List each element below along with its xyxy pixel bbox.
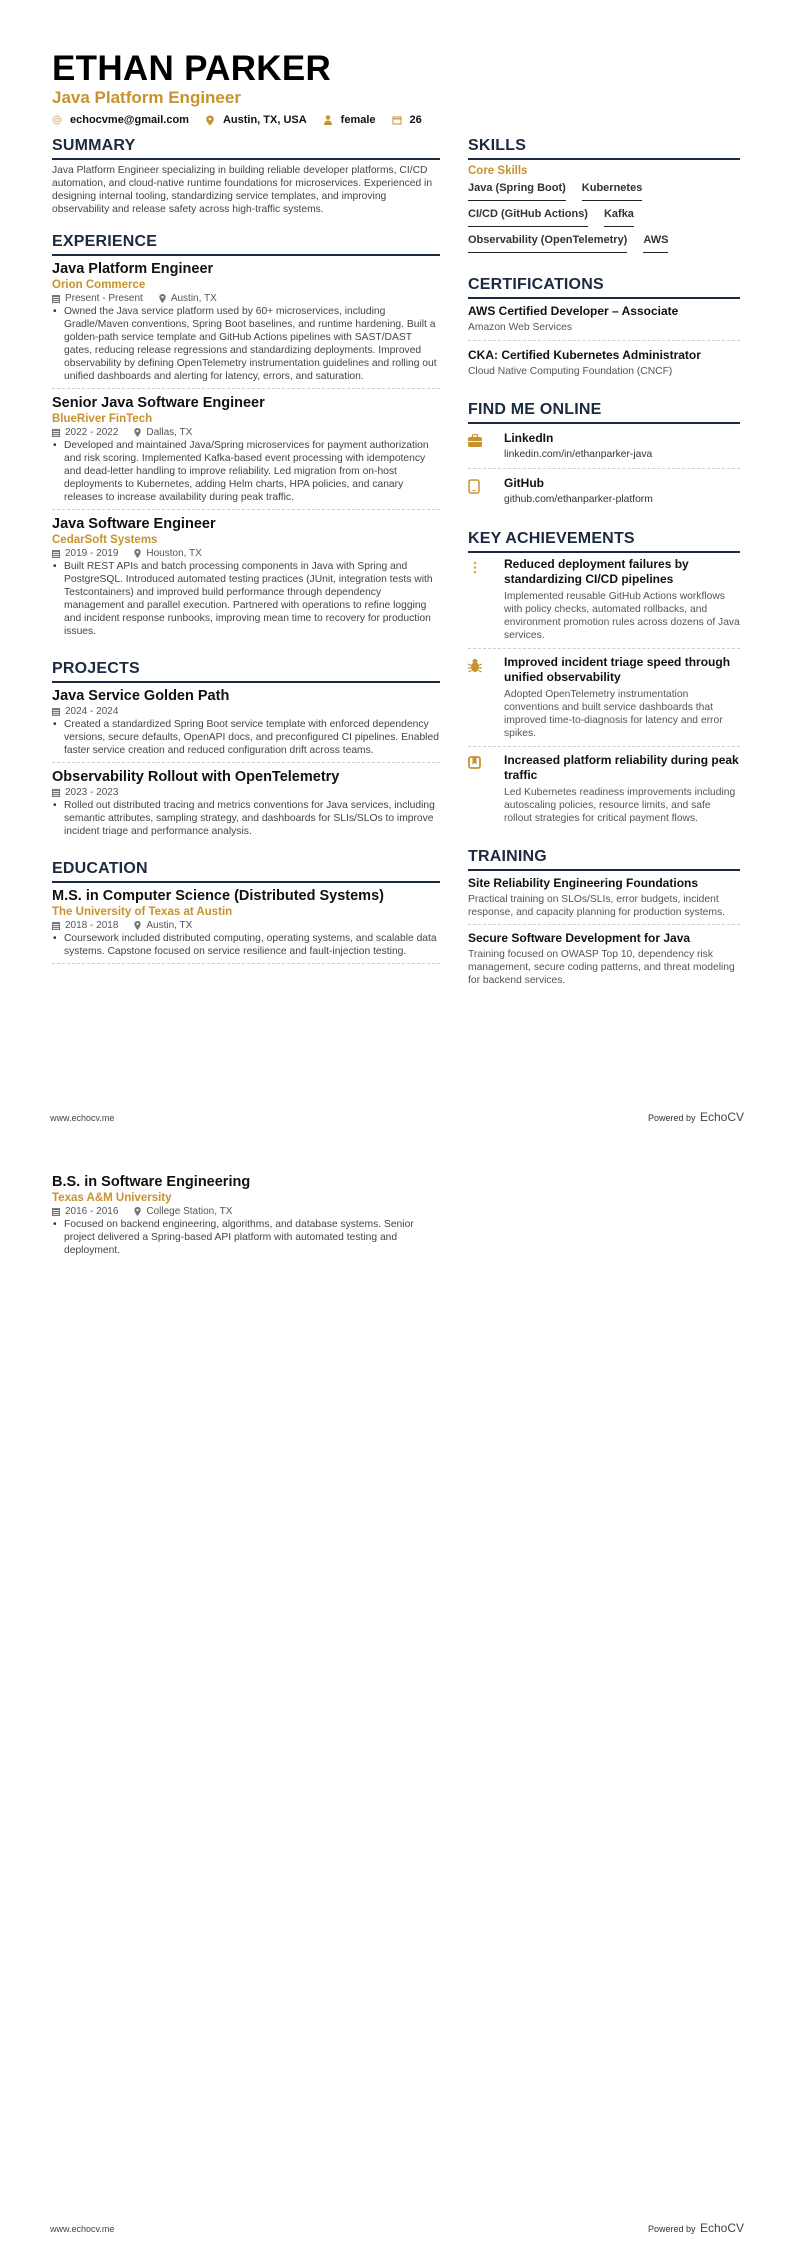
skills-section <box>468 136 740 259</box>
resume-header <box>52 50 752 126</box>
bug-icon <box>468 655 504 740</box>
project-dates: 2024 - 2024 <box>65 706 119 717</box>
bullet-item: • Built REST APIs and batch processing components in Java with Spring and PostgreSQL. Introduced automated testing practices (JUnit, integration tests with Testcontainers) and improved build performance through dependency management and parallel execution. Partnered with operations to refine logging and incident response runbooks, improving mean time to recovery for production issues. <box>52 560 440 638</box>
achievement-title: Improved incident triage speed through unified observability <box>504 655 731 684</box>
company-name: BlueRiver FinTech <box>52 413 153 425</box>
resume-page-2 <box>0 1123 794 2246</box>
skills-subheading: Core Skills <box>468 165 528 177</box>
training-section <box>468 847 740 992</box>
education-location: Austin, TX <box>146 920 193 931</box>
calendar-icon <box>52 788 60 797</box>
at-sign-icon <box>52 115 62 125</box>
training-title: Secure Software Development for Java <box>468 931 691 945</box>
education-dates: 2016 - 2016 <box>65 1206 119 1217</box>
job-meta <box>52 547 440 560</box>
job-title: Senior Java Software Engineer <box>52 395 265 411</box>
skill-tag: AWS <box>643 233 668 253</box>
certification-name: CKA: Certified Kubernetes Administrator <box>468 348 701 362</box>
experience-section <box>52 232 440 643</box>
map-pin-icon <box>159 294 166 303</box>
summary-heading: SUMMARY <box>52 136 440 160</box>
candidate-role: Java Platform Engineer <box>52 88 241 107</box>
job-location: Austin, TX <box>170 293 217 304</box>
job-title: Java Software Engineer <box>52 516 216 532</box>
calendar-icon <box>52 707 60 716</box>
job-dates: Present - Present <box>65 293 143 304</box>
summary-section <box>52 136 440 216</box>
experience-entry <box>52 515 440 643</box>
job-bullets <box>52 305 440 383</box>
achievement-description: Led Kubernetes readiness improvements including autoscaling policies, resource limits, and safe rollout strategies for critical payment flows. <box>504 787 736 824</box>
map-pin-icon <box>134 549 141 558</box>
vertical-dots-icon <box>468 557 504 642</box>
training-heading: TRAINING <box>468 847 740 871</box>
education-entry <box>52 1173 440 1262</box>
brand-name[interactable]: EchoCV <box>699 1110 744 1124</box>
education-location: College Station, TX <box>146 1206 233 1217</box>
education-bullets <box>52 1218 440 1257</box>
skill-tag: Java (Spring Boot) <box>468 181 566 201</box>
contact-location <box>205 114 307 126</box>
left-column-continued <box>52 1173 440 1267</box>
skill-tag: Kafka <box>604 207 634 227</box>
bullet-item: • Rolled out distributed tracing and metrics conventions for Java services, including semantic attributes, sampling strategy, and dashboards for SLIs/SLOs to improve incident triage and performance analysis. <box>52 799 440 838</box>
degree-title: M.S. in Computer Science (Distributed Systems) <box>52 888 384 904</box>
certification-name: AWS Certified Developer – Associate <box>468 304 679 318</box>
skill-tag: Kubernetes <box>582 181 643 201</box>
find-me-online-section <box>468 400 740 513</box>
right-column <box>468 136 740 1008</box>
map-pin-icon <box>134 921 141 930</box>
education-bullets <box>52 932 440 958</box>
key-achievements-section <box>468 529 740 831</box>
training-entry <box>468 875 740 925</box>
project-meta <box>52 786 440 799</box>
map-pin-icon <box>134 1207 141 1216</box>
gender-text: female <box>340 114 376 126</box>
job-meta <box>52 292 440 305</box>
education-section <box>52 859 440 964</box>
training-description: Practical training on SLOs/SLIs, error budgets, incident response, and capacity planning for production systems. <box>468 894 725 918</box>
online-link-github[interactable] <box>468 473 740 513</box>
skill-tag: Observability (OpenTelemetry) <box>468 233 627 253</box>
job-bullets <box>52 560 440 638</box>
experience-entry <box>52 394 440 510</box>
project-bullets <box>52 718 440 757</box>
project-title: Java Service Golden Path <box>52 688 230 704</box>
job-location: Dallas, TX <box>146 427 193 438</box>
bullet-item: • Focused on backend engineering, algorithms, and database systems. Senior project delivered a Spring-based API platform with automated testing and deployment. <box>52 1218 440 1257</box>
projects-section <box>52 659 440 843</box>
certification-issuer: Cloud Native Computing Foundation (CNCF) <box>468 366 673 377</box>
project-bullets <box>52 799 440 838</box>
link-url[interactable]: github.com/ethanparker-platform <box>504 494 653 505</box>
achievement-entry <box>468 655 740 747</box>
calendar-icon <box>52 549 60 558</box>
job-meta <box>52 426 440 439</box>
education-meta <box>52 919 440 932</box>
find-me-online-heading: FIND ME ONLINE <box>468 400 740 424</box>
project-title: Observability Rollout with OpenTelemetry <box>52 769 340 785</box>
company-name: Orion Commerce <box>52 279 146 291</box>
footer-site-link[interactable]: www.echocv.me <box>50 2224 115 2234</box>
online-link-linkedin[interactable] <box>468 428 740 469</box>
company-name: CedarSoft Systems <box>52 534 158 546</box>
link-label: LinkedIn <box>504 431 554 445</box>
link-label: GitHub <box>504 476 544 490</box>
age-text: 26 <box>409 114 422 126</box>
certifications-section <box>468 275 740 384</box>
bookmark-icon <box>468 753 504 825</box>
training-title: Site Reliability Engineering Foundations <box>468 876 699 890</box>
certification-entry <box>468 347 740 384</box>
training-entry <box>468 930 740 992</box>
key-achievements-heading: KEY ACHIEVEMENTS <box>468 529 740 553</box>
job-dates: 2022 - 2022 <box>65 427 119 438</box>
tablet-icon <box>468 475 504 507</box>
project-entry <box>52 768 440 843</box>
map-pin-icon <box>205 115 215 125</box>
certification-entry <box>468 303 740 341</box>
achievement-title: Increased platform reliability during peak traffic <box>504 753 739 782</box>
experience-entry <box>52 260 440 389</box>
footer-site-link[interactable]: www.echocv.me <box>50 1113 115 1123</box>
education-heading: EDUCATION <box>52 859 440 883</box>
calendar-icon <box>52 428 60 437</box>
skill-tag: CI/CD (GitHub Actions) <box>468 207 588 227</box>
achievement-title: Reduced deployment failures by standardizing CI/CD pipelines <box>504 557 689 586</box>
achievement-entry <box>468 753 740 831</box>
achievement-entry <box>468 557 740 649</box>
brand-name[interactable]: EchoCV <box>699 2221 744 2235</box>
bullet-item: • Created a standardized Spring Boot service template with enforced dependency versions, secure defaults, OpenAPI docs, and preconfigured CI pipelines. Enabled faster service creation and reduced configuration drift across teams. <box>52 718 440 757</box>
left-column <box>52 136 440 980</box>
candidate-name: ETHAN PARKER <box>52 49 332 88</box>
bullet-item: • Developed and maintained Java/Spring microservices for payment authorization and risk scoring. Implemented Kafka-based event processing with idempotency and dead-letter handling to improve reliability. Led migration from on-host deployments to Kubernetes, adding Helm charts, HPA policies, and canary releases to increase availability during peak traffic. <box>52 439 440 504</box>
contact-gender <box>323 114 376 126</box>
certifications-heading: CERTIFICATIONS <box>468 275 740 299</box>
skill-list <box>468 181 740 259</box>
location-text: Austin, TX, USA <box>222 114 307 126</box>
education-dates: 2018 - 2018 <box>65 920 119 931</box>
job-title: Java Platform Engineer <box>52 261 214 277</box>
powered-by-text: Powered by <box>647 1113 696 1123</box>
contact-email[interactable] <box>52 114 189 126</box>
person-icon <box>323 115 333 125</box>
education-entry <box>52 887 440 964</box>
project-dates: 2023 - 2023 <box>65 787 119 798</box>
contact-age <box>392 114 422 126</box>
school-name: The University of Texas at Austin <box>52 906 233 918</box>
training-description: Training focused on OWASP Top 10, dependency risk management, secure coding patterns, and threat modeling for backend services. <box>468 949 735 986</box>
contact-bar <box>52 114 752 126</box>
degree-title: B.S. in Software Engineering <box>52 1174 251 1190</box>
education-meta <box>52 1205 440 1218</box>
powered-by-text: Powered by <box>647 2224 696 2234</box>
school-name: Texas A&M University <box>52 1192 172 1204</box>
bullet-item: • Owned the Java service platform used by 60+ microservices, including Gradle/Maven conventions, Spring Boot baselines, and runtime hardening. Built a golden-path service template and GitHub Actions pipelines with SAST/DAST gates, reducing release regressions and standardizing deployments. Improved observability by defining OpenTelemetry instrumentation guidelines and rolling out unified dashboards and alerting for latency, errors, and saturation. <box>52 305 440 383</box>
link-url[interactable]: linkedin.com/in/ethanparker-java <box>504 449 653 460</box>
briefcase-icon <box>468 430 504 462</box>
calendar-icon <box>52 294 60 303</box>
calendar-icon <box>392 115 402 125</box>
calendar-icon <box>52 921 60 930</box>
skills-heading: SKILLS <box>468 136 740 160</box>
experience-heading: EXPERIENCE <box>52 232 440 256</box>
page-footer <box>50 2219 744 2237</box>
email-text: echocvme@gmail.com <box>70 114 189 126</box>
projects-heading: PROJECTS <box>52 659 440 683</box>
footer-powered <box>648 2219 744 2237</box>
map-pin-icon <box>134 428 141 437</box>
job-location: Houston, TX <box>146 548 202 559</box>
project-meta <box>52 705 440 718</box>
project-entry <box>52 687 440 763</box>
summary-text: Java Platform Engineer specializing in building reliable developer platforms, CI/CD automation, and cloud-native runtime foundations for microservices. Experienced in designing internal tooling, standardizing service templates, and improving observability and release safety across high-traffic systems. <box>52 165 433 215</box>
achievement-description: Adopted OpenTelemetry instrumentation conventions and built service dashboards that improved time-to-diagnosis for latency and error spikes. <box>504 689 723 739</box>
bullet-item: • Coursework included distributed computing, operating systems, and scalable data systems. Capstone focused on service resilience and fault-injection testing. <box>52 932 440 958</box>
calendar-icon <box>52 1207 60 1216</box>
job-dates: 2019 - 2019 <box>65 548 119 559</box>
certification-issuer: Amazon Web Services <box>468 322 572 333</box>
achievement-description: Implemented reusable GitHub Actions workflows with policy checks, automated rollbacks, and environment promotion rules across dozens of Java services. <box>504 591 740 641</box>
job-bullets <box>52 439 440 504</box>
